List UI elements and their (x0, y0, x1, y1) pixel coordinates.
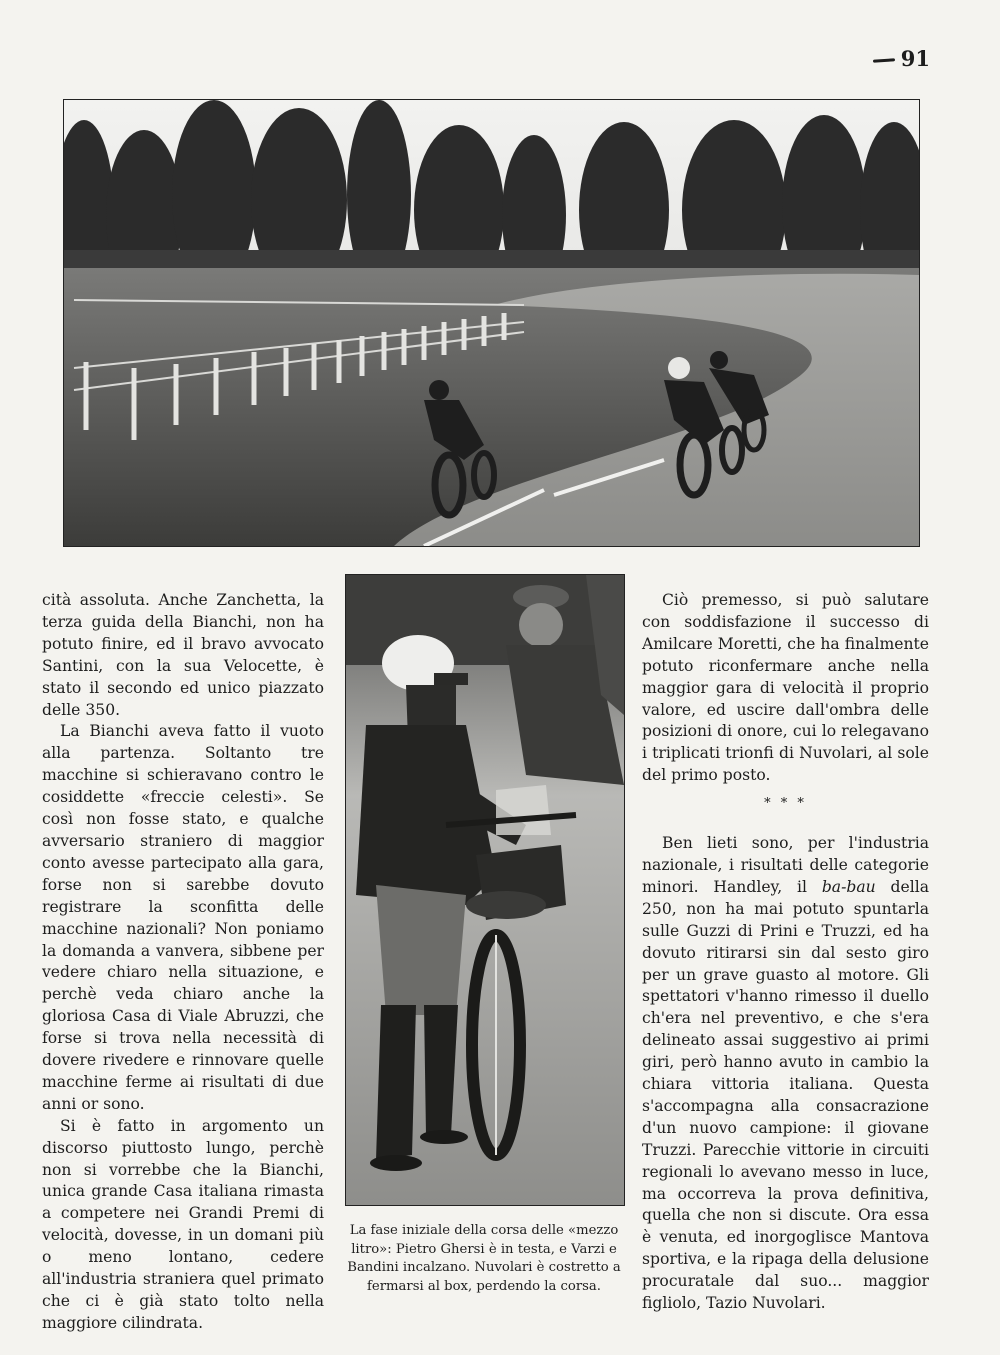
right-text-column (642, 590, 929, 1315)
right-paragraph-2-start: Ben lieti sono, per l'industria nazionale, i risultati delle categorie minori. Handley, il (642, 834, 929, 896)
page-number (873, 46, 930, 71)
page-number-value: 91 (900, 46, 930, 71)
rider-with-motorcycle-photo-icon (346, 575, 624, 1205)
right-paragraph-2-rest: della 250, non ha mai potuto spuntarla sulle Guzzi di Prini e Truzzi, ed ha dovuto ritirarsi sin dal sesto giro per un grave guasto al motore. Gli spettatori v'hanno rimesso il duello ch'era nel preventivo, e che s'era delineato assai suggestivo ai primi giri, però hanno avuto in cambio la chiara vittoria italiana. Questa s'accompagna alla consacrazione d'un nuovo campione: il giovane Truzzi. Parecchie vittorie in circuiti regionali lo avevano messo in luce, ma occorreva la prova definitiva, quella che non si discute. Ora essa è venuta, ed inorgoglisce Mantova sportiva, e la ripaga della delusione procuratale dal suo... maggior figliolo, Tazio Nuvolari. (642, 877, 929, 1313)
right-paragraph-1: Ciò premesso, si può salutare con soddisfazione il successo di Amilcare Moretti, che ha finalmente potuto riconfermare anche nella maggior gara di velocità il proprio valore, ed uscire dall'ombra delle posizioni di onore, cui lo relegavano i triplicati trionfi di Nuvolari, al sole del primo posto. (642, 591, 929, 785)
middle-rider-photo (345, 574, 625, 1206)
right-paragraph-2 (642, 833, 929, 1315)
left-paragraph-3: Si è fatto in argomento un discorso piuttosto lungo, perchè non si vorrebbe che la Bianchi, unica grande Casa italiana rimasta a competere nei Grandi Premi di velocità, dovesse, in un domani più o meno lontano, cedere all'industria straniera quel primato che ci è già stato tolto nella maggiore cilindrata. (42, 1116, 324, 1332)
motorcycle-race-photo-icon (64, 100, 919, 546)
left-paragraph-2: La Bianchi aveva fatto il vuoto alla partenza. Soltanto tre macchine si schieravano contro le cosiddette «freccie celesti». Se così non fosse stato, e qualche avversario straniero di maggior conto avesse partecipato alla gara, forse non si sarebbe dovuto registrare la sconfitta delle macchine nazionali? Non poniamo la domanda a vanvera, sibbene per vedere chiaro nella situazione, e perchè veda chiaro anche la gloriosa Casa di Viale Abruzzi, che forse si trova nella necessità di dovere rivedere e rinnovare quelle macchine ferme ai risultati di due anni or sono. (42, 722, 324, 1113)
left-paragraph-1: cità assoluta. Anche Zanchetta, la terza guida della Bianchi, non ha potuto finire, ed il bravo avvocato Santini, con la sua Velocette, è stato il secondo ed unico piazzato delle 350. (42, 591, 324, 719)
left-text-column (42, 590, 324, 1335)
photo-caption: La fase iniziale della corsa delle «mezzo litro»: Pietro Ghersi è in testa, e Varzi e Bandini incalzano. Nuvolari è costretto a fermarsi al box, perdendo la corsa. (347, 1223, 621, 1294)
section-separator: * * * (764, 796, 807, 812)
top-race-photo (63, 99, 920, 547)
italic-ba-bau: ba-bau (821, 877, 876, 896)
page-number-dash (873, 58, 895, 63)
